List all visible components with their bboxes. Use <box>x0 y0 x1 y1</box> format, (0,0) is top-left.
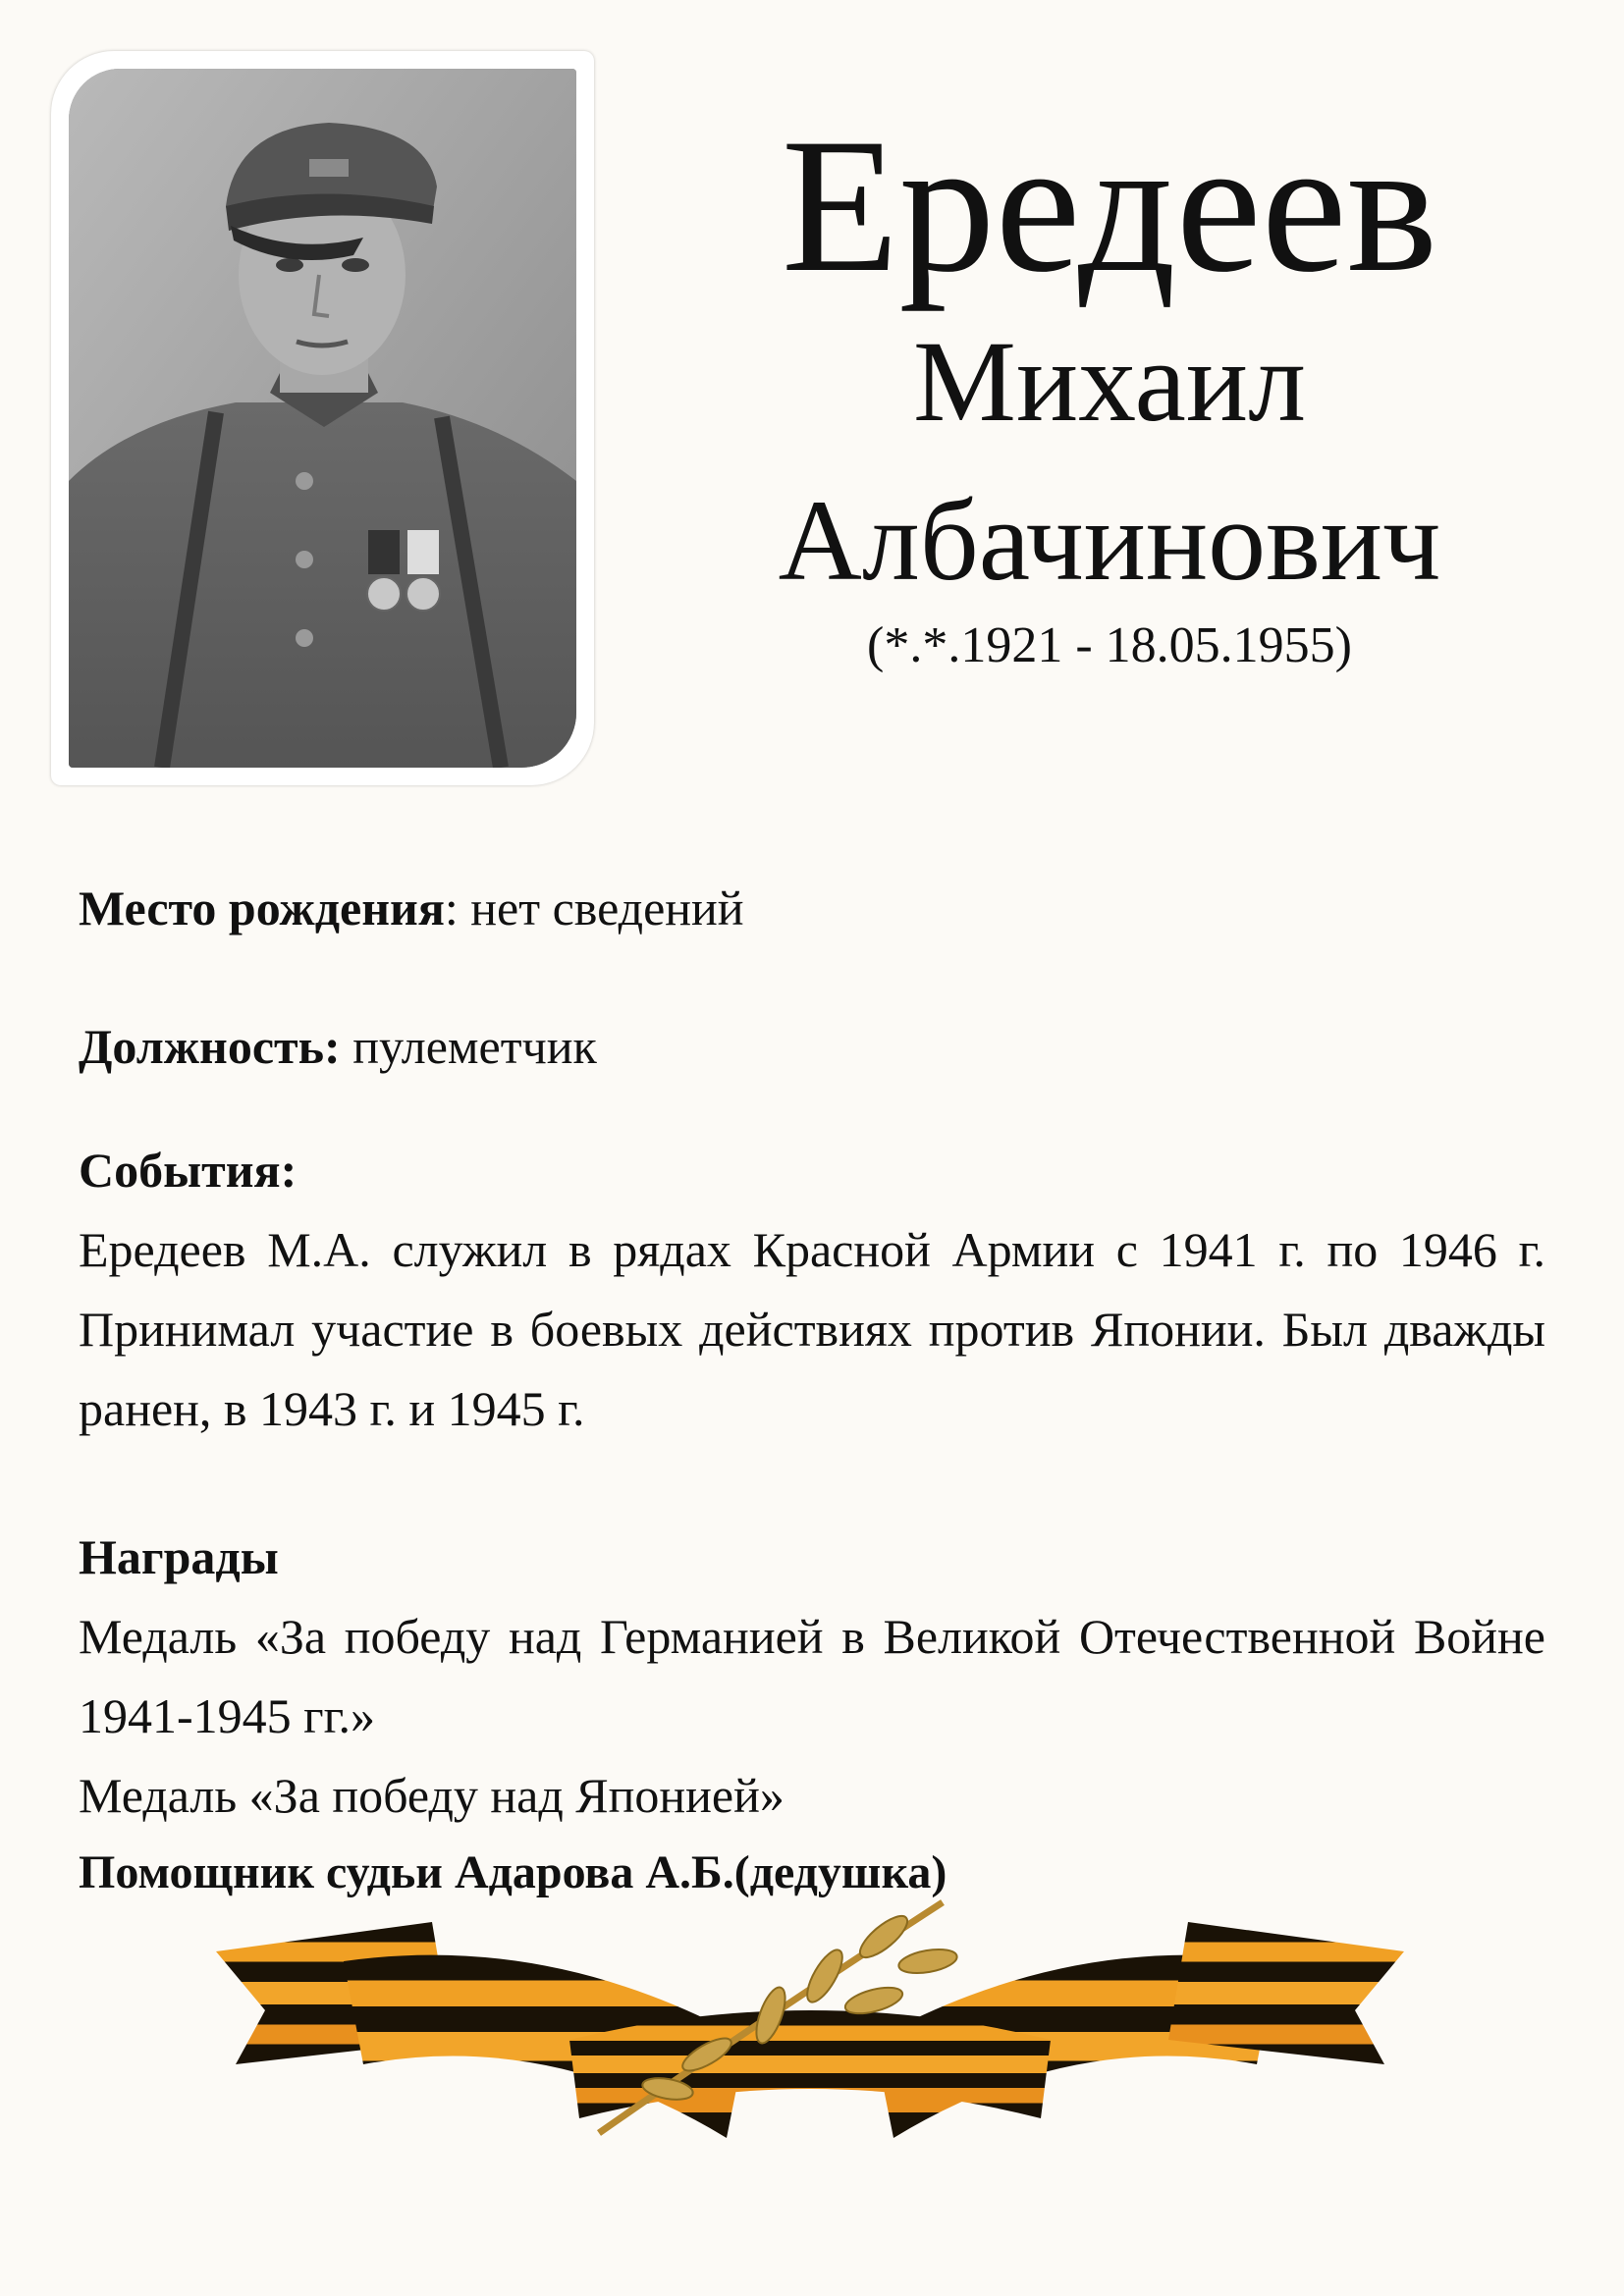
award-item: Медаль «За победу над Японией» <box>79 1768 785 1823</box>
awards-heading: Награды <box>79 1529 279 1584</box>
award-item: Медаль «За победу над Германией в Великой Отечественной Войне 1941-1945 гг.» <box>79 1609 1545 1743</box>
surname: Ередеев <box>781 99 1438 312</box>
position-label: Должность: <box>79 1019 341 1074</box>
life-dates: (*.*.1921 - 18.05.1955) <box>867 617 1352 673</box>
st-george-ribbon-image <box>196 1893 1424 2148</box>
patronymic: Албачинович <box>778 476 1441 605</box>
birthplace-line <box>79 869 1545 948</box>
events-text: Ередеев М.А. служил в рядах Красной Армии с 1941 г. по 1946 г. Принимал участие в боевых действиях против Японии. Был дважды ранен, в 1943 г. и 1945 г. <box>79 1222 1545 1436</box>
events-heading: События: <box>79 1143 298 1198</box>
biography-content <box>79 869 1545 1910</box>
position-value: пулеметчик <box>340 1019 597 1074</box>
portrait-frame <box>51 51 594 785</box>
given-name: Михаил <box>913 317 1306 446</box>
birthplace-value: : нет сведений <box>444 881 744 935</box>
portrait-photo <box>69 69 576 768</box>
credit-line: Помощник судьи Адарова А.Б.(дедушка) <box>79 1846 947 1898</box>
position-line <box>79 1007 1545 1087</box>
birthplace-label: Место рождения <box>79 881 445 935</box>
